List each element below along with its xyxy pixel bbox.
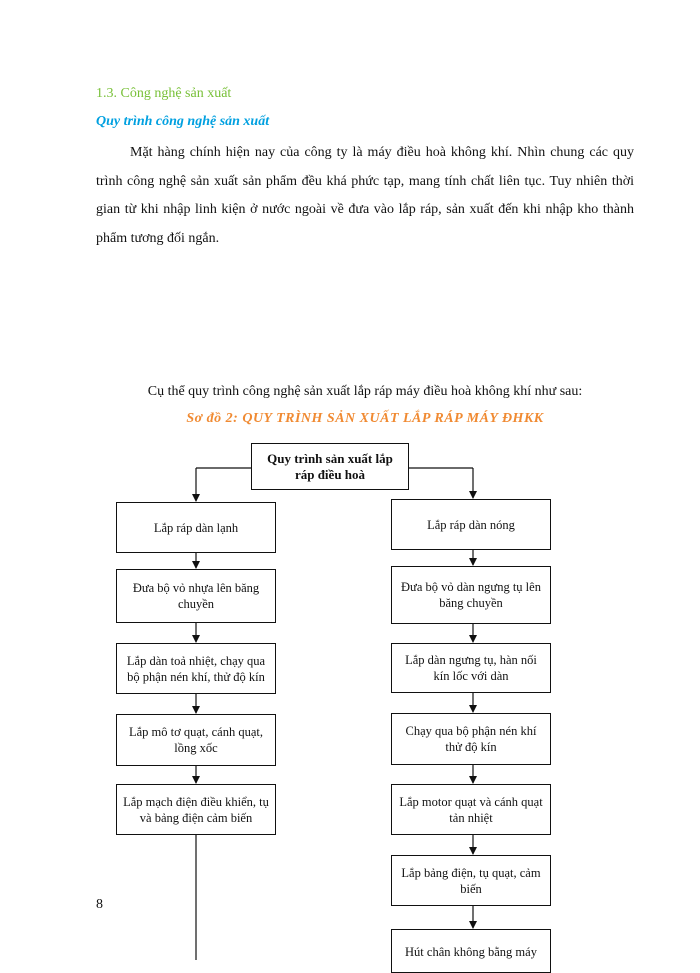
right-step-6: Lắp bảng điện, tụ quạt, cảm biến — [391, 855, 551, 906]
right-step-2: Đưa bộ vỏ dàn ngưng tụ lên băng chuyền — [391, 566, 551, 624]
right-step-4: Chạy qua bộ phận nén khí thử độ kín — [391, 713, 551, 765]
page-number: 8 — [96, 897, 103, 912]
right-step-7: Hút chân không bằng máy — [391, 929, 551, 973]
paragraph-text: Mặt hàng chính hiện nay của công ty là máy điều hoà không khí. Nhìn chung các quy trình công nghệ sản xuất sản phẩm đều khá phức tạp, mang tính chất liên tục. Tuy nhiên thời gian từ khi nhập linh kiện ở nước ngoài về đưa vào lắp ráp, sản xuất đến khi nhập kho thành phẩm tương đối ngắn. — [96, 145, 634, 246]
intro-line: Cụ thể quy trình công nghệ sản xuất lắp ráp máy điều hoà không khí như sau: — [147, 384, 583, 399]
left-step-2: Đưa bộ vỏ nhựa lên băng chuyền — [116, 569, 276, 623]
right-step-1: Lắp ráp dàn nóng — [391, 499, 551, 550]
diagram-title: Sơ đồ 2: QUY TRÌNH SẢN XUẤT LẮP RÁP MÁY ĐHKK — [186, 411, 544, 426]
subheading: Quy trình công nghệ sản xuất — [96, 114, 270, 129]
left-step-1: Lắp ráp dàn lạnh — [116, 502, 276, 553]
left-step-5: Lắp mạch điện điều khiển, tụ và bảng điện cảm biến — [116, 784, 276, 835]
right-step-3: Lắp dàn ngưng tụ, hàn nối kín lốc với dàn — [391, 643, 551, 693]
section-heading: 1.3. Công nghệ sản xuất — [96, 86, 232, 101]
right-step-5: Lắp motor quạt và cánh quạt tản nhiệt — [391, 784, 551, 835]
left-step-4: Lắp mô tơ quạt, cánh quạt, lồng xốc — [116, 714, 276, 766]
left-step-3: Lắp dàn toả nhiệt, chạy qua bộ phận nén khí, thử độ kín — [116, 643, 276, 694]
flowchart-top-box: Quy trình sản xuất lắp ráp điều hoà — [251, 443, 409, 490]
